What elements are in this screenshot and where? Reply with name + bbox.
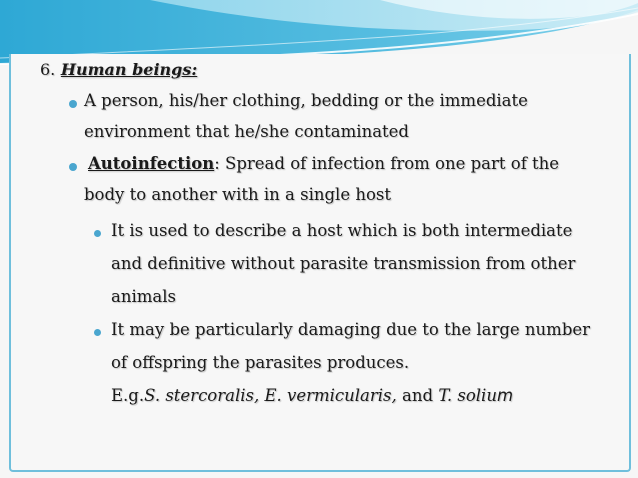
heading-number: 6. bbox=[40, 60, 56, 79]
species-t-solium-end: m bbox=[496, 386, 514, 405]
sub-bullet-dot bbox=[94, 230, 101, 237]
bullet-1-line-2: environment that he/she contaminated bbox=[84, 122, 409, 141]
bullet-2-line-2: body to another with in a single host bbox=[84, 185, 391, 204]
section-heading bbox=[40, 60, 197, 79]
sub-bullet-1-line-2: and definitive without parasite transmission from other bbox=[111, 254, 576, 273]
heading-title: Human beings: bbox=[60, 60, 198, 79]
sub-bullet-1-line-1: It is used to describe a host which is both intermediate bbox=[111, 221, 573, 240]
sub-bullet-2-example-line bbox=[111, 386, 513, 405]
bullet-dot bbox=[69, 163, 77, 171]
autoinfection-term: Autoinfection bbox=[88, 154, 215, 173]
species-t-solium bbox=[438, 386, 513, 405]
sub-bullet-2-line-1: It may be particularly damaging due to the large number bbox=[111, 320, 591, 339]
species-t-solium-main: T. soliu bbox=[438, 386, 497, 405]
sub-bullet-2-line-2: of offspring the parasites produces. bbox=[111, 353, 410, 372]
species-e-vermicularis: E. vermicularis, bbox=[264, 386, 397, 405]
bullet-2-line-1 bbox=[88, 154, 559, 173]
sub-bullet-1-line-3: animals bbox=[111, 287, 176, 306]
bullet-1-line-1: A person, his/her clothing, bedding or the immediate bbox=[84, 91, 528, 110]
autoinfection-definition: : Spread of infection from one part of the bbox=[214, 154, 560, 173]
species-s-stercoralis: S. stercoralis, bbox=[144, 386, 260, 405]
bullet-dot bbox=[69, 100, 77, 108]
example-prefix: E.g. bbox=[111, 386, 145, 405]
example-conjunction: and bbox=[402, 386, 434, 405]
sub-bullet-dot bbox=[94, 329, 101, 336]
